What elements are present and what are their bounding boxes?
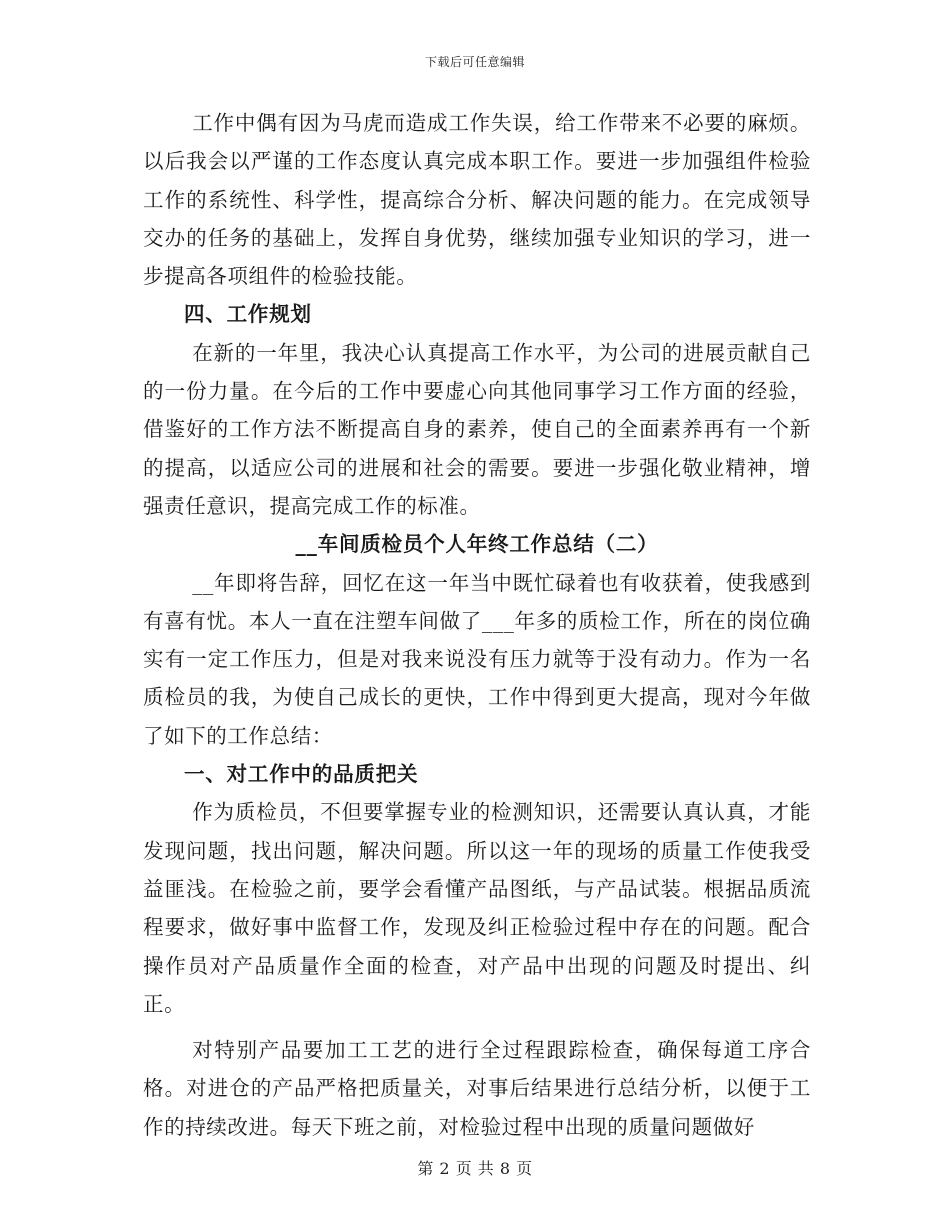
page-number-footer: 第 2 页 共 8 页 <box>417 1159 533 1178</box>
page-header: 下载后可任意编辑 <box>424 55 525 69</box>
paragraph-spacer <box>143 1023 811 1031</box>
paragraph-inspector-duties: 作为质检员，不但要掌握专业的检测知识，还需要认真认真，才能发现问题，找出问题，解决问题。所以这一年的现场的质量工作使我受益匪浅。在检验之前，要学会看懂产品图纸，与产品试装。根据品质流程要求，做好事中监督工作，发现及纠正检验过程中存在的问题。配合操作员对产品质量作全面的检查，对产品中出现的问题及时提出、纠正。 <box>143 800 811 1016</box>
document-title-part-two: __车间质检员个人年终工作总结（二） <box>295 532 659 557</box>
paragraph-year-review: __年即将告辞，回忆在这一年当中既忙碌着也有收获着，使我感到有喜有忧。本人一直在注塑车间做了___年多的质检工作，所在的岗位确实有一定工作压力，但是对我来说没有压力就等于没有动力。作为一名质检员的我，为使自己成长的更快，工作中得到更大提高，现对今年做了如下的工作总结： <box>143 570 811 748</box>
document-body <box>143 104 811 1146</box>
paragraph-work-errors: 工作中偶有因为马虎而造成工作失误，给工作带来不必要的麻烦。以后我会以严谨的工作态度认真完成本职工作。要进一步加强组件检验工作的系统性、科学性，提高综合分析、解决问题的能力。在完成领导交办的任务的基础上，发挥自身优势，继续加强专业知识的学习，进一步提高各项组件的检验技能。 <box>143 111 811 289</box>
section-heading-quality-control: 一、对工作中的品质把关 <box>184 762 419 787</box>
paragraph-process-tracking: 对特别产品要加工工艺的进行全过程跟踪检查，确保每道工序合格。对进仓的产品严格把质量关，对事后结果进行总结分析，以便于工作的持续改进。每天下班之前，对检验过程中出现的质量问题做好 <box>143 1038 811 1139</box>
section-heading-work-plan: 四、工作规划 <box>184 302 312 327</box>
paragraph-work-plan: 在新的一年里，我决心认真提高工作水平，为公司的进展贡献自己的一份力量。在今后的工作中要虚心向其他同事学习工作方面的经验，借鉴好的工作方法不断提高自身的素养，使自己的全面素养再有一个新的提高，以适应公司的进展和社会的需要。要进一步强化敬业精神，增强责任意识，提高完成工作的标准。 <box>143 340 811 518</box>
